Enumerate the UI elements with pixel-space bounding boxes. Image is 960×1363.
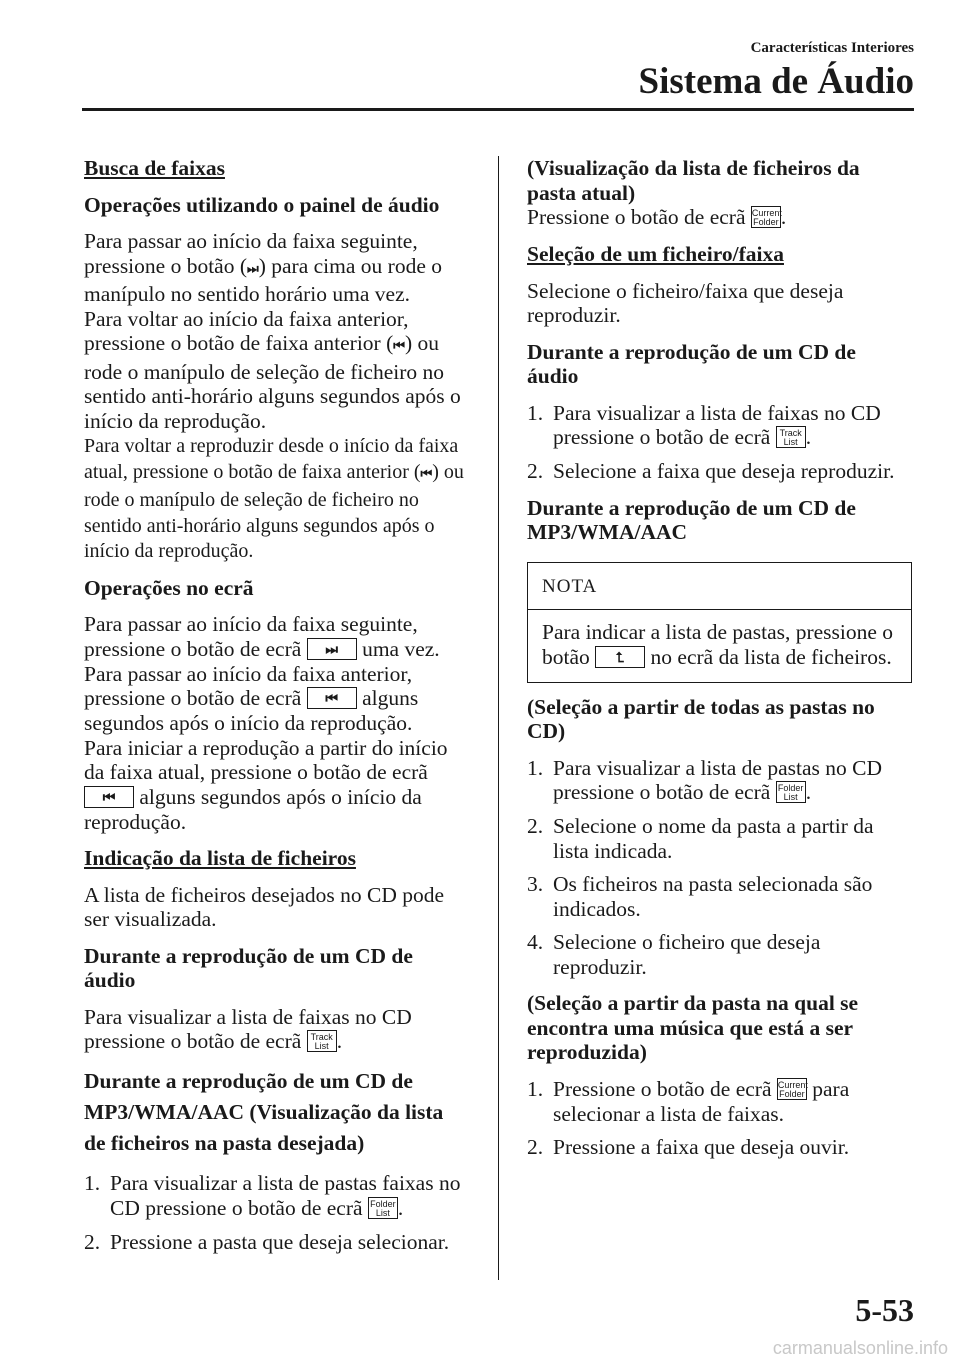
paragraph-selecao: Selecione o ficheiro/faixa que deseja reproduzir. <box>527 278 844 328</box>
folder-list-button: Folder List <box>776 781 806 803</box>
list-item: 2. Selecione a faixa que deseja reproduzir. <box>527 459 895 484</box>
list-item: 3. Os ficheiros na pasta selecionada são indicados. <box>527 872 873 921</box>
heading-mp3-right: Durante a reprodução de um CD de MP3/WMA/AAC <box>527 495 856 545</box>
next-track-icon: ⏭ <box>247 261 259 277</box>
prev-track-button: ⏮ <box>307 687 357 709</box>
heading-cd-audio-right: Durante a reprodução de um CD de áudio <box>527 339 856 389</box>
list-item: 2. Selecione o nome da pasta a partir da lista indicada. <box>527 814 874 863</box>
list-item: 2. Pressione a pasta que deseja selecionar. <box>84 1229 450 1254</box>
heading-selecao: Seleção de um ficheiro/faixa <box>527 242 784 267</box>
watermark: carmanualsonline.info <box>772 1338 948 1358</box>
current-folder-button: Current Folder <box>777 1079 808 1099</box>
column-divider <box>498 156 499 1280</box>
track-list-button: Track List <box>776 426 806 448</box>
paragraph-pasta-atual: Pressione o botão de ecrã Current Folder . <box>527 205 787 229</box>
prev-track-button: ⏮ <box>84 786 134 808</box>
heading-painel: Operações utilizando o painel de áudio <box>84 192 440 217</box>
note-box <box>527 562 912 683</box>
paragraph-cd-audio: Para visualizar a lista de faixas no CD pressione o botão de ecrã Track List . <box>84 1004 412 1054</box>
list-item: 1. Pressione o botão de ecrã Current Folder para selecionar a lista de faixas. <box>527 1076 850 1126</box>
right-column <box>527 156 912 1160</box>
heading-mp3: Durante a reprodução de um CD de MP3/WMA/AAC (Visualização da lista de ficheiros na pasta desejada) <box>84 1069 444 1156</box>
up-arrow-icon: ⮤ <box>616 648 625 665</box>
track-list-button: Track List <box>307 1030 337 1052</box>
list-item: 2. Pressione a faixa que deseja ouvir. <box>527 1135 850 1160</box>
paragraph-painel: Para passar ao início da faixa seguinte, pressione o botão (⏭) para cima ou rode o manípulo no sentido horário uma vez. Para voltar ao início da faixa anterior, pressione o botão de faixa anterior (⏮) ou rode o manípulo de seleção de ficheiro no sentido anti-horário alguns segundos após o início da reprodução. Para voltar a reproduzir desde o início da faixa atual, pressione o botão de faixa anterior (⏮) ou rode o manípulo de seleção de ficheiro no sentido anti-horário alguns segundos após o início da reprodução. <box>84 229 464 562</box>
heading-pasta-musica: (Seleção a partir da pasta na qual se encontra uma música que está a ser reproduzida) <box>527 991 859 1065</box>
heading-indicacao: Indicação da lista de ficheiros <box>84 846 356 871</box>
list-item: 1. Para visualizar a lista de pastas no CD pressione o botão de ecrã Folder List . <box>527 755 882 805</box>
header-rule <box>82 108 914 111</box>
heading-todas-pastas: (Seleção a partir de todas as pastas no CD) <box>527 694 875 744</box>
list-item: 4. Selecione o ficheiro que deseja reproduzir. <box>527 930 821 979</box>
note-body: Para indicar a lista de pastas, pressione o botão ⮤ no ecrã da lista de ficheiros. <box>542 620 894 669</box>
folder-up-button <box>595 646 645 668</box>
prev-track-icon: ⏮ <box>420 466 433 482</box>
prev-track-icon: ⏮ <box>393 339 405 354</box>
folder-list-button: Folder List <box>368 1197 398 1219</box>
paragraph-ecra: Para passar ao início da faixa seguinte, pressione o botão de ecrã ⏭ uma vez. Para passar ao início da faixa anterior, pressione o botão de ecrã ⏮ alguns segundos após o início da reprodução. Para iniciar a reprodução a partir do início da faixa atual, pressione o botão de ecrã ⏮ alguns segundos após o início da reprodução. <box>84 612 448 834</box>
paragraph-indicacao: A lista de ficheiros desejados no CD pode ser visualizada. <box>84 882 445 932</box>
list-item: 1. Para visualizar a lista de pastas faixas no CD pressione o botão de ecrã Folder List . <box>84 1171 461 1220</box>
note-title: NOTA <box>528 563 911 611</box>
left-column <box>84 156 469 1254</box>
page-number: 5-53 <box>855 1292 914 1328</box>
current-folder-button: Current Folder <box>751 208 782 228</box>
page-title: Sistema de Áudio <box>638 61 914 102</box>
heading-cd-audio: Durante a reprodução de um CD de áudio <box>84 943 413 993</box>
section-label: Características Interiores <box>750 40 914 56</box>
heading-busca: Busca de faixas <box>84 156 225 180</box>
heading-pasta-atual: (Visualização da lista de ficheiros da pasta atual) <box>527 156 860 205</box>
heading-ecra: Operações no ecrã <box>84 575 254 600</box>
next-track-button: ⏭ <box>307 638 357 660</box>
list-item: 1. Para visualizar a lista de faixas no CD pressione o botão de ecrã Track List . <box>527 400 881 450</box>
